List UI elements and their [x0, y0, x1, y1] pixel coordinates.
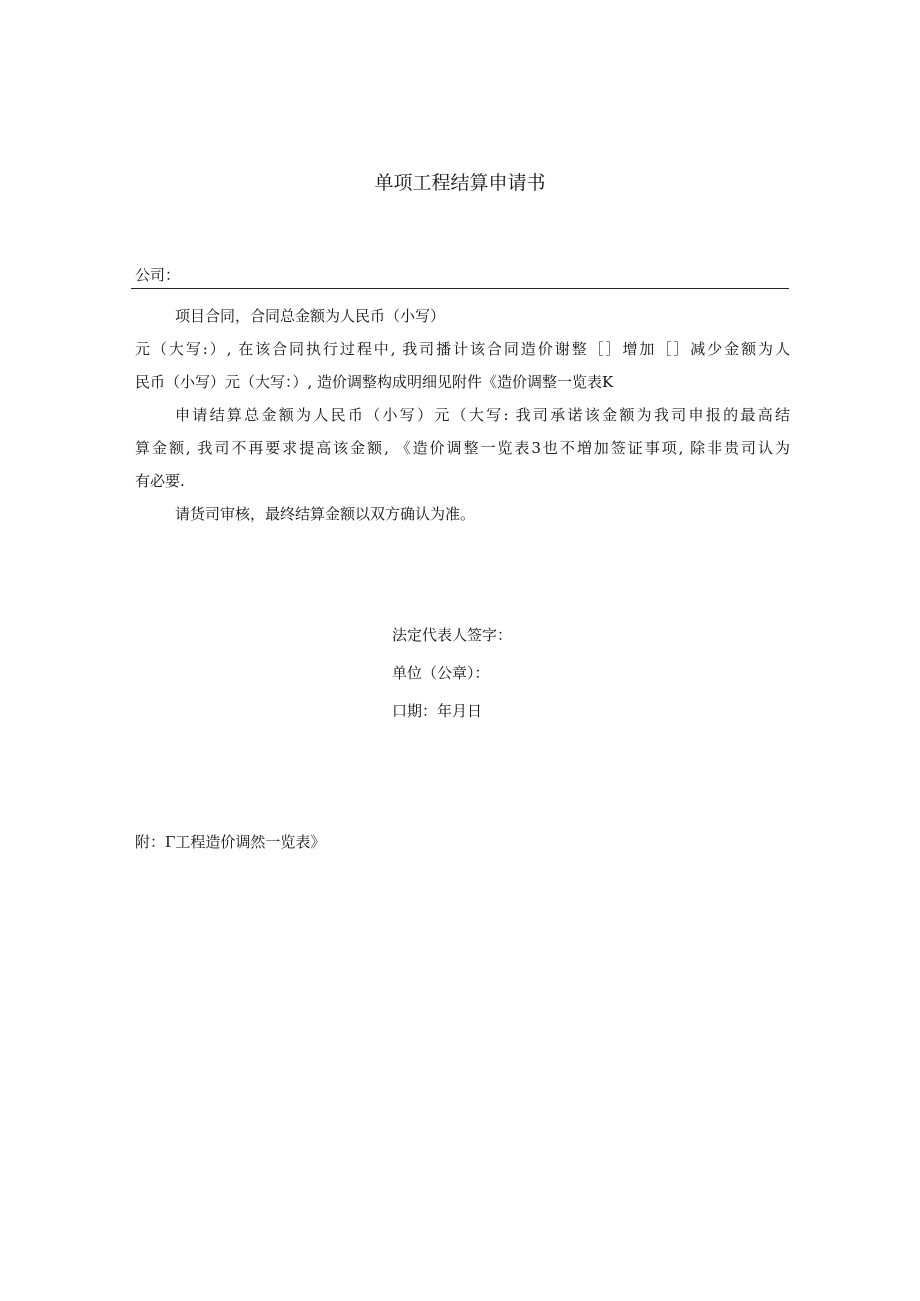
attachment-note: 附：Γ工程造价调然一览表》 [135, 833, 326, 851]
paragraph-line-review-request: 请货司审核，最终结算金额以双方确认为准。 [175, 505, 476, 523]
unit-seal: 单位（公章）： [392, 664, 490, 682]
signature-block [392, 616, 512, 730]
addressee-line: 公司： [135, 266, 181, 284]
paragraph-line-necessity: 有必要. [135, 472, 185, 490]
paragraph-line-settlement-amount: 申请结算总金额为人民币（小写）元（大写: 我司承诺该金额为我司申报的最高结 [175, 406, 790, 424]
signature-date: 口期：年月日 [392, 702, 483, 720]
legal-representative-signature: 法定代表人签字： [392, 626, 513, 644]
paragraph-line-adjustment: 元（大写:）, 在该合同执行过程中, 我司播计该合同造价谢整［］增加［］减少金额为人 [135, 340, 790, 358]
paragraph-line-adjustment-detail: 民币（小写）元（大写：）, 造价调整构成明细见附件《造价调整一览表K [135, 373, 614, 391]
document-title: 单项工程结算申请书 [374, 172, 546, 194]
body-text [135, 300, 790, 531]
addressee-underline [131, 288, 789, 289]
paragraph-line-contract-amount: 项目合同，合同总金额为人民币（小写） [175, 307, 446, 325]
paragraph-line-commitment: 算金额, 我司不再要求提高该金额, 《造价调整一览表3也不増加签证事项, 除非贵司认为 [135, 439, 790, 457]
